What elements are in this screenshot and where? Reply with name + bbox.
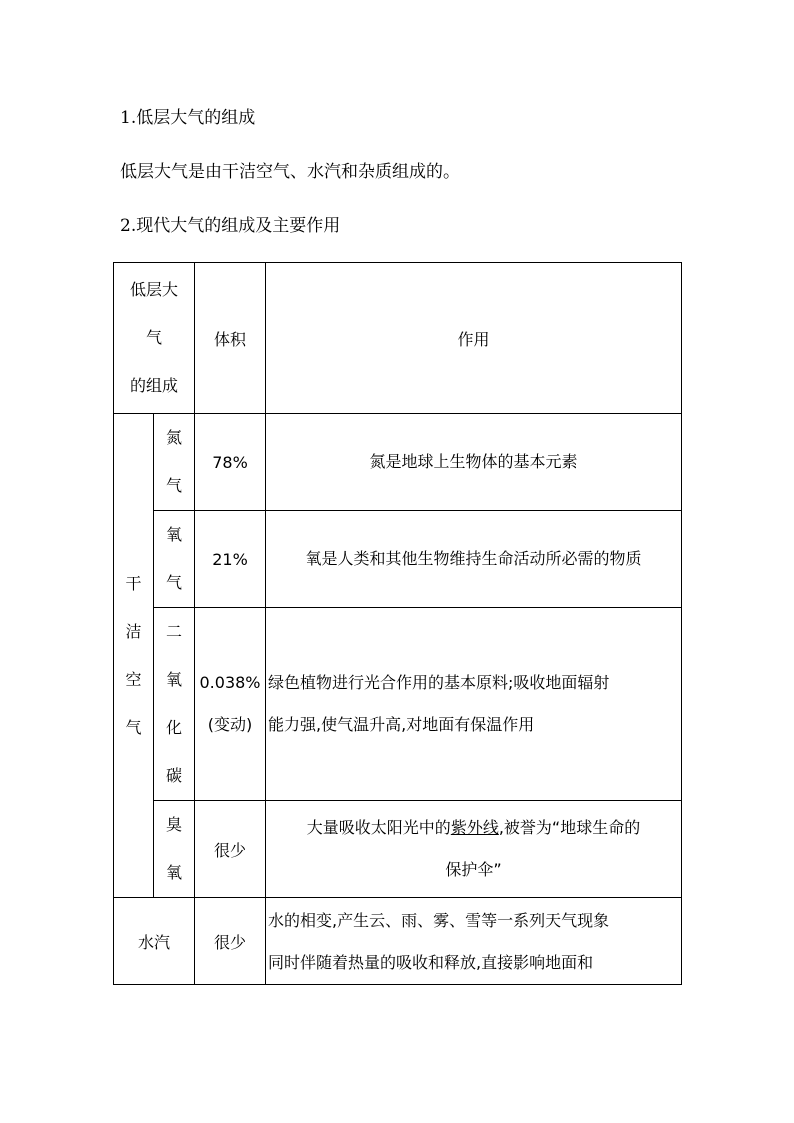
gas-name-char: 氧 <box>166 670 183 689</box>
table-row <box>114 608 682 801</box>
gas-name-char: 氧 <box>166 863 183 882</box>
table-row <box>114 414 682 511</box>
gas-name-char: 臭 <box>166 815 183 834</box>
role-line: 保护伞” <box>445 860 502 879</box>
gas-name-carbon-dioxide <box>154 608 195 801</box>
section-heading-1: 1.低层大气的组成 <box>120 108 256 128</box>
header-volume: 体积 <box>195 263 266 414</box>
volume-water-vapor: 很少 <box>195 898 266 985</box>
gas-name-char: 气 <box>166 573 183 592</box>
role-line: 绿色植物进行光合作用的基本原料;吸收地面辐射 <box>268 673 610 692</box>
dry-air-char: 干 <box>125 573 142 593</box>
gas-name-char: 气 <box>166 476 183 495</box>
role-line: 水的相变,产生云、雨、雾、雪等一系列天气现象 <box>268 911 610 930</box>
water-vapor-label: 水汽 <box>114 898 195 985</box>
table-row <box>114 511 682 608</box>
role-text: ,被誉为“地球生命的 <box>498 818 641 837</box>
header-role: 作用 <box>266 263 682 414</box>
volume-oxygen: 21% <box>195 511 266 608</box>
atmosphere-composition-table <box>113 262 682 985</box>
gas-name-char: 二 <box>166 622 183 641</box>
dry-air-char: 气 <box>125 717 142 737</box>
gas-name-char: 碳 <box>166 766 183 785</box>
section-heading-2: 2.现代大气的组成及主要作用 <box>120 216 341 236</box>
role-carbon-dioxide <box>266 608 682 801</box>
header-composition-line: 低层大 <box>130 280 179 299</box>
header-composition-line: 的组成 <box>130 376 179 395</box>
gas-name-char: 氮 <box>166 428 183 447</box>
role-line <box>266 807 681 849</box>
header-composition-line: 气 <box>146 328 163 347</box>
table-row <box>114 801 682 898</box>
role-oxygen: 氧是人类和其他生物维持生命活动所必需的物质 <box>266 511 682 608</box>
dry-air-label <box>114 414 154 898</box>
volume-line: (变动) <box>207 715 253 734</box>
volume-line: 0.038% <box>199 673 261 692</box>
header-composition <box>114 263 195 414</box>
gas-name-nitrogen <box>154 414 195 511</box>
role-water-vapor <box>266 898 682 985</box>
dry-air-char: 洁 <box>125 621 142 641</box>
role-line: 能力强,使气温升高,对地面有保温作用 <box>268 715 535 734</box>
table-header-row <box>114 263 682 414</box>
intro-paragraph: 低层大气是由干洁空气、水汽和杂质组成的。 <box>120 162 460 182</box>
role-line: 同时伴随着热量的吸收和释放,直接影响地面和 <box>268 953 594 972</box>
volume-nitrogen: 78% <box>195 414 266 511</box>
table-row <box>114 898 682 985</box>
gas-name-char: 化 <box>166 718 183 737</box>
gas-name-char: 氧 <box>166 525 183 544</box>
volume-carbon-dioxide <box>195 608 266 801</box>
volume-ozone: 很少 <box>195 801 266 898</box>
dry-air-char: 空 <box>125 669 142 689</box>
underlined-term: 紫外线 <box>450 818 499 837</box>
role-nitrogen: 氮是地球上生物体的基本元素 <box>266 414 682 511</box>
gas-name-oxygen <box>154 511 195 608</box>
role-text: 大量吸收太阳光中的 <box>306 818 451 837</box>
role-ozone <box>266 801 682 898</box>
gas-name-ozone <box>154 801 195 898</box>
